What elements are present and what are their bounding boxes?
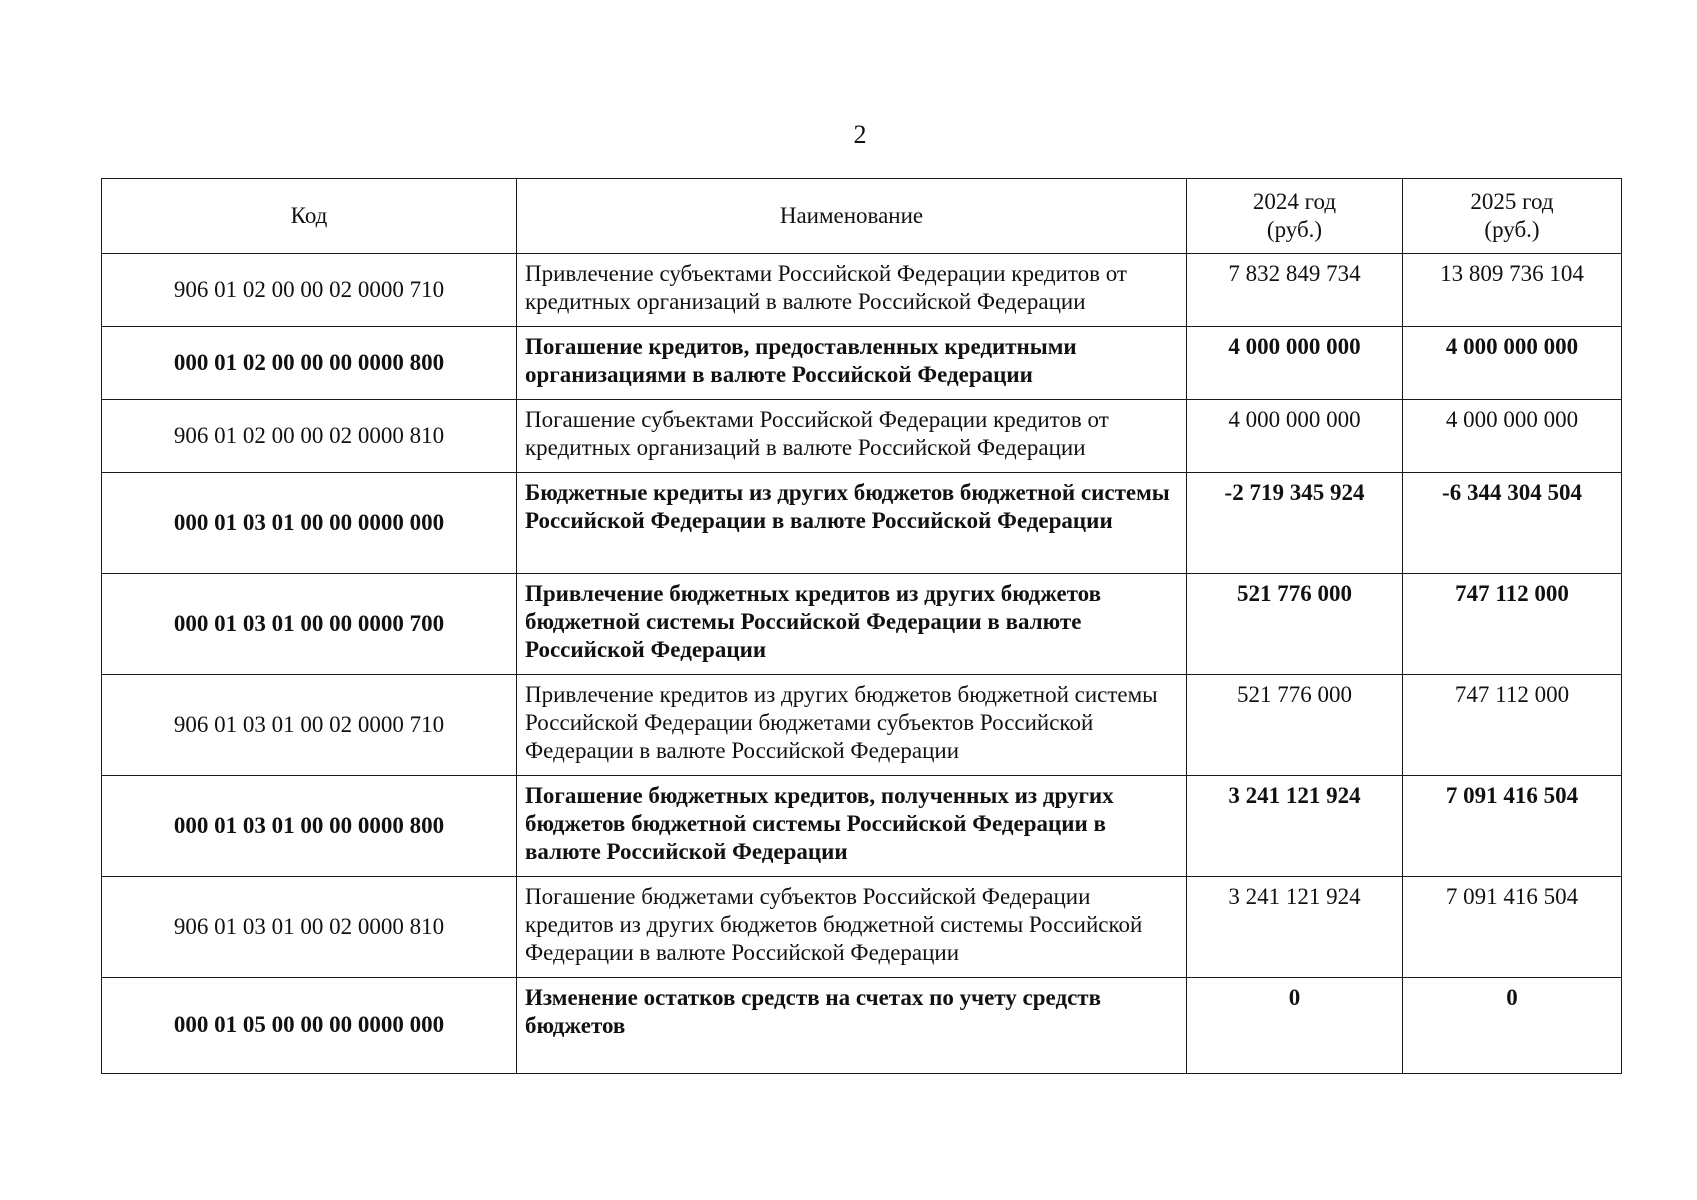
page-number: 2	[853, 120, 867, 149]
header-year-2025-label: 2025 год	[1470, 188, 1554, 214]
row-code: 000 01 02 00 00 00 0000 800	[102, 327, 517, 400]
row-name: Погашение субъектами Российской Федерации кредитов от кредитных организаций в валюте Российской Федерации	[517, 400, 1187, 473]
row-code: 906 01 03 01 00 02 0000 710	[102, 675, 517, 776]
row-amount-2025: 0	[1403, 978, 1622, 1074]
row-amount-2025: 7 091 416 504	[1403, 776, 1622, 877]
row-amount-2024: -2 719 345 924	[1187, 473, 1403, 574]
table-row	[102, 327, 1622, 400]
budget-sources-table	[101, 178, 1622, 1074]
header-year-2025-unit: (руб.)	[1484, 217, 1540, 242]
row-amount-2024: 521 776 000	[1187, 574, 1403, 675]
row-code: 000 01 03 01 00 00 0000 700	[102, 574, 517, 675]
row-amount-2025: -6 344 304 504	[1403, 473, 1622, 574]
row-amount-2024: 521 776 000	[1187, 675, 1403, 776]
header-year-2024-label: 2024 год	[1252, 188, 1337, 214]
row-code: 906 01 02 00 00 02 0000 810	[102, 400, 517, 473]
row-code: 000 01 03 01 00 00 0000 000	[102, 473, 517, 574]
row-code: 906 01 02 00 00 02 0000 710	[102, 254, 517, 327]
row-name: Погашение кредитов, предоставленных кредитными организациями в валюте Российской Федерации	[517, 327, 1187, 400]
table-row	[102, 877, 1622, 978]
row-amount-2025: 13 809 736 104	[1403, 254, 1622, 327]
table-row	[102, 400, 1622, 473]
header-year-2024-unit: (руб.)	[1266, 217, 1323, 242]
row-amount-2025: 4 000 000 000	[1403, 327, 1622, 400]
row-code: 000 01 03 01 00 00 0000 800	[102, 776, 517, 877]
header-name: Наименование	[517, 179, 1187, 254]
row-name: Привлечение субъектами Российской Федерации кредитов от кредитных организаций в валюте Российской Федерации	[517, 254, 1187, 327]
row-name: Погашение бюджетных кредитов, полученных из других бюджетов бюджетной системы Российской Федерации в валюте Российской Федерации	[517, 776, 1187, 877]
header-code: Код	[102, 179, 517, 254]
row-name: Привлечение бюджетных кредитов из других бюджетов бюджетной системы Российской Федерации в валюте Российской Федерации	[517, 574, 1187, 675]
row-amount-2024: 3 241 121 924	[1187, 877, 1403, 978]
table-row	[102, 978, 1622, 1074]
row-name: Изменение остатков средств на счетах по учету средств бюджетов	[517, 978, 1187, 1074]
row-amount-2024: 4 000 000 000	[1187, 327, 1403, 400]
table-row	[102, 776, 1622, 877]
table-header-row	[102, 179, 1622, 254]
table-row	[102, 473, 1622, 574]
row-amount-2024: 3 241 121 924	[1187, 776, 1403, 877]
row-code: 000 01 05 00 00 00 0000 000	[102, 978, 517, 1074]
table-row	[102, 254, 1622, 327]
row-amount-2025: 747 112 000	[1403, 675, 1622, 776]
row-amount-2024: 0	[1187, 978, 1403, 1074]
row-amount-2024: 7 832 849 734	[1187, 254, 1403, 327]
row-amount-2025: 747 112 000	[1403, 574, 1622, 675]
row-name: Погашение бюджетами субъектов Российской Федерации кредитов из других бюджетов бюджетной системы Российской Федерации в валюте Российской Федерации	[517, 877, 1187, 978]
row-name: Бюджетные кредиты из других бюджетов бюджетной системы Российской Федерации в валюте Российской Федерации	[517, 473, 1187, 574]
table-row	[102, 675, 1622, 776]
header-year-2025	[1403, 179, 1622, 254]
header-year-2024	[1187, 179, 1403, 254]
row-amount-2025: 4 000 000 000	[1403, 400, 1622, 473]
table-row	[102, 574, 1622, 675]
row-name: Привлечение кредитов из других бюджетов бюджетной системы Российской Федерации бюджетами субъектов Российской Федерации в валюте Российской Федерации	[517, 675, 1187, 776]
row-amount-2025: 7 091 416 504	[1403, 877, 1622, 978]
row-amount-2024: 4 000 000 000	[1187, 400, 1403, 473]
row-code: 906 01 03 01 00 02 0000 810	[102, 877, 517, 978]
